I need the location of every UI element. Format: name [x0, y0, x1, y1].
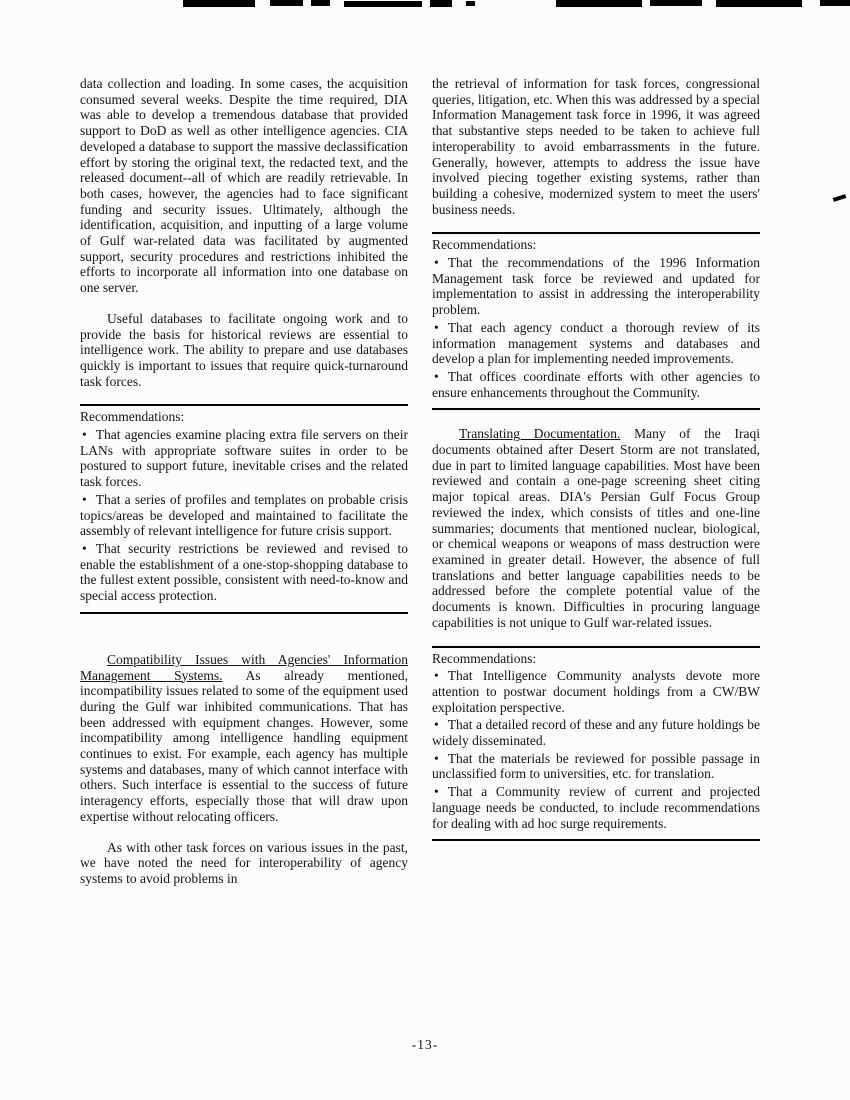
recommendations-block	[432, 646, 760, 842]
recommendation-item	[432, 255, 760, 318]
recommendation-item	[432, 668, 760, 715]
scan-artifact	[270, 0, 303, 6]
page-number: -13-	[411, 1037, 439, 1052]
scan-artifact	[183, 0, 255, 7]
bullet-icon: •	[434, 319, 439, 335]
paragraph: data collection and loading. In some cases, the acquisition consumed several weeks. Despite the time required, DIA was able to develop a tremendous database that provided support to DoD as well as other intelligence agencies. CIA developed a database to support the massive declassification effort by storing the original text, the redacted text, and the released document--all of which are readily retrievable. In both cases, however, the agencies had to face significant funding and security issues. Ultimately, although the identification, acquisition, and inputting of a large volume of Gulf war-related data was facilitated by augmented support, security procedures and restrictions inhibited the efforts to incorporate all information into one database on one server.	[80, 76, 408, 296]
recommendation-item	[80, 541, 408, 604]
recommendation-text: That agencies examine placing extra file servers on their LANs with appropriate software suites in order to be postured to support future, inevitable crises and the related task forces.	[80, 427, 408, 490]
left-column	[80, 76, 408, 902]
recommendation-text: That a detailed record of these and any future holdings be widely disseminated.	[432, 717, 760, 749]
scan-artifact	[466, 1, 475, 6]
recommendation-item	[432, 369, 760, 400]
scan-artifact	[430, 0, 452, 7]
recommendations-title: Recommendations:	[432, 650, 537, 666]
recommendations-block	[80, 404, 408, 613]
recommendation-item	[80, 492, 408, 539]
recommendations-title: Recommendations:	[80, 409, 185, 425]
recommendation-item	[432, 320, 760, 367]
scan-artifact	[833, 194, 847, 202]
recommendation-text: That the recommendations of the 1996 Information Management task force be reviewed and updated for implementation to assist in addressing the interoperability problem.	[432, 255, 760, 318]
recommendations-title: Recommendations:	[432, 237, 537, 253]
recommendation-text: That offices coordinate efforts with other agencies to ensure enhancements throughout the Community.	[432, 368, 760, 400]
paragraph: Useful databases to facilitate ongoing work and to provide the basis for historical reviews are essential to intelligence work. The ability to prepare and use databases quickly is important to issues that require quick-turnaround task forces.	[80, 310, 408, 389]
recommendations-list	[432, 668, 760, 831]
recommendation-item	[432, 784, 760, 831]
two-column-body	[80, 76, 760, 902]
recommendation-text: That security restrictions be reviewed and revised to enable the establishment of a one-stop-shopping database to the fullest extent possible, consistent with need-to-know and special access protection.	[80, 540, 408, 604]
section-body: Many of the Iraqi documents obtained after Desert Storm are not translated, due in part to limited language capabilities. Most have been reviewed and contain a one-page screening sheet citing major topical areas. DIA's Persian Gulf Focus Group reviewed the index, which consists of titles and one-line summaries; documents that mentioned nuclear, biological, or chemical weapons or weapons of mass destruction were examined in greater detail. However, the absence of full translations and better language capabilities needs to be addressed before the complete potential value of the documents is known. Difficulties in procuring language capabilities is not unique to Gulf war-related issues.	[432, 426, 760, 630]
section-paragraph	[80, 652, 408, 825]
recommendation-text: That a Community review of current and projected language needs be conducted, to include recommendations for dealing with ad hoc surge requirements.	[432, 784, 760, 831]
recommendation-item	[432, 751, 760, 782]
paragraph: As with other task forces on various issues in the past, we have noted the need for interoperability of agency systems to avoid problems in	[80, 839, 408, 886]
recommendations-block	[432, 232, 760, 410]
scan-artifact	[650, 0, 702, 6]
recommendation-item	[80, 427, 408, 490]
bullet-icon: •	[434, 668, 439, 684]
recommendation-text: That Intelligence Community analysts devote more attention to postwar document holdings from a CW/BW exploitation perspective.	[432, 668, 760, 715]
bullet-icon: •	[434, 368, 439, 384]
right-column	[432, 76, 760, 902]
bullet-icon: •	[434, 255, 439, 271]
recommendation-text: That each agency conduct a thorough review of its information management systems and databases and develop a plan for implementing needed improvements.	[432, 319, 760, 367]
recommendation-item	[432, 717, 760, 748]
bullet-icon: •	[82, 427, 87, 443]
paragraph: the retrieval of information for task forces, congressional queries, litigation, etc. When this was addressed by a special Information Management task force in 1996, it was agreed that substantive steps needed to be taken to achieve full interoperability to avoid embarrassments in the future. Generally, however, attempts to address the issue have involved piecing together existing systems, rather than building a cohesive, modernized system to meet the users' business needs.	[432, 76, 760, 217]
scan-artifact	[311, 0, 330, 6]
recommendation-text: That the materials be reviewed for possible passage in unclassified form to universities, etc. for translation.	[432, 750, 760, 782]
bullet-icon: •	[82, 540, 87, 556]
bullet-icon: •	[434, 750, 439, 766]
scan-artifact	[820, 0, 850, 6]
section-body: As already mentioned, incompatibility issues related to some of the equipment used during the Gulf war inhibited communications. That has been addressed with equipment changes. However, some incompatibility among intelligence handling equipment continues to exist. For example, each agency has multiple systems and databases, many of which cannot interface with others. Such interface is essential to the success of future interagency efforts, especially those that will draw upon expertise without relocating officers.	[80, 667, 409, 824]
scan-artifact	[716, 0, 802, 7]
section-heading: Compatibility Issues with Agencies' Information Management Systems.	[80, 651, 408, 683]
bullet-icon: •	[434, 717, 439, 733]
scan-artifact	[556, 0, 642, 7]
recommendations-list	[80, 427, 408, 604]
recommendations-list	[432, 255, 760, 400]
section-paragraph	[432, 426, 760, 630]
scan-artifact	[344, 1, 422, 7]
bullet-icon: •	[82, 491, 87, 507]
section-heading: Translating Documentation.	[459, 426, 621, 442]
bullet-icon: •	[434, 784, 439, 800]
recommendation-text: That a series of profiles and templates on probable crisis topics/areas be developed and maintained to facilitate the assembly of relevant intelligence for future crisis support.	[80, 491, 408, 539]
